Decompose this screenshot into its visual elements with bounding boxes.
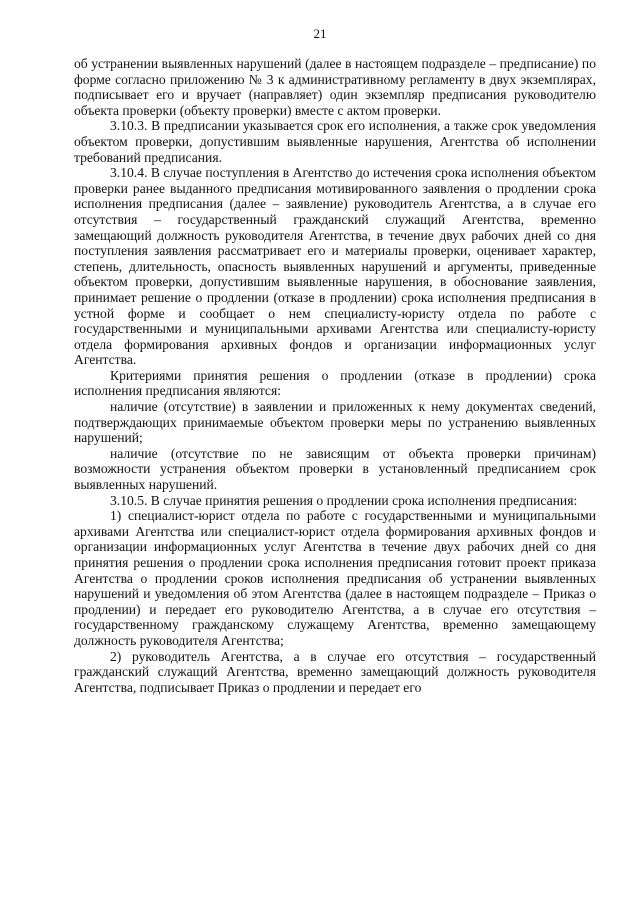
paragraph-continuation: об устранении выявленных нарушений (далее в настоящем подразделе – предписание) по форме согласно приложению № 3 к административному регламенту в двух экземплярах, подписывает его и вручает (направляет) один экземпляр предписания руководителю объекта проверки (объекту проверки) вместе с актом проверки.	[74, 56, 596, 118]
paragraph-criteria: Критериями принятия решения о продлении (отказе в продлении) срока исполнения предписания являются:	[74, 367, 596, 399]
page-number: 21	[313, 26, 327, 41]
paragraph-criterion-2: наличие (отсутствие по не зависящим от объекта проверки причинам) возможности устранения объектом проверки в установленный предписанием срок выявленных нарушений.	[74, 445, 596, 493]
paragraph-criterion-1: наличие (отсутствие) в заявлении и приложенных к нему документах сведений, подтверждающих принимаемые объектом проверки меры по устранению выявленных нарушений;	[74, 399, 596, 446]
paragraph-item-2: 2) руководитель Агентства, а в случае его отсутствия – государственный гражданский служащий Агентства, временно замещающий должность руководителя Агентства, подписывает Приказ о продлении и передает его	[74, 648, 596, 695]
paragraph-item-1: 1) специалист-юрист отдела по работе с государственными и муниципальными архивами Агентства или специалист-юрист отдела формирования архивных фондов и организации информационных услуг Агентства в течение двух рабочих дней со дня принятия решения о продлении срока исполнения предписания готовит проект приказа Агентства о продлении сроков исполнения предписания об устранении выявленных нарушений и уведомления об этом Агентства (далее в настоящем подразделе – Приказ о продлении) и передает его руководителю Агентства, а в случае его отсутствия – государственному гражданскому служащему Агентства, временно замещающему должность руководителя Агентства;	[74, 508, 596, 648]
paragraph-3-10-5: 3.10.5. В случае принятия решения о продлении срока исполнения предписания:	[110, 492, 578, 508]
paragraph-3-10-4: 3.10.4. В случае поступления в Агентство до истечения срока исполнения объектом проверки ранее выданного предписания мотивированного заявления о продлении срока исполнения предписания (далее – заявление) руководитель Агентства, а в случае его отсутствия – государственный гражданский служащий Агентства, временно замещающий должность руководителя Агентства, в течение двух рабочих дней со дня поступления заявления рассматривает его и материалы проверки, оценивает характер, степень, длительность, опасность выявленных нарушений и аргументы, приведенные объектом проверки, допустившим выявленные нарушения, в обоснование заявления, принимает решение о продлении (отказе в продлении) срока исполнения предписания в устной форме и сообщает о нем специалисту-юристу отдела по работе с государственными и муниципальными архивами Агентства или специалисту-юристу отдела формирования архивных фондов и организации информационных услуг Агентства.	[74, 165, 596, 368]
paragraph-3-10-3: 3.10.3. В предписании указывается срок его исполнения, а также срок уведомления объектом проверки, допустившим выявленные нарушения, Агентства об исполнении требований предписания.	[74, 118, 596, 165]
document-body	[74, 56, 596, 695]
